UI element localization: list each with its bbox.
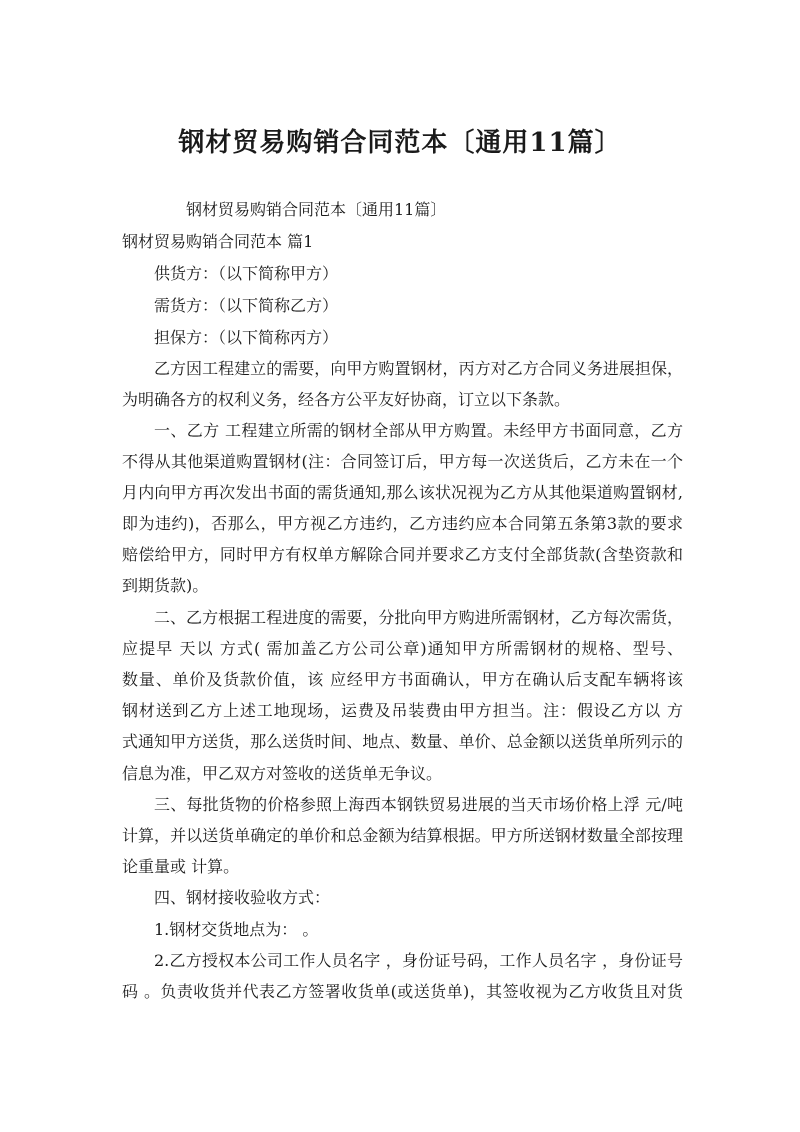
paragraph-line: 应提早 天以 方式( 需加盖乙方公司公章)通知甲方所需钢材的规格、型号、 <box>122 639 683 658</box>
paragraph-line: 二、乙方根据工程进度的需要，分批向甲方购进所需钢材，乙方每次需货， <box>154 608 683 627</box>
paragraph-line: 计算，并以送货单确定的单价和总金额为结算根据。甲方所送钢材数量全部按理 <box>122 826 683 845</box>
paragraph-line: 三、每批货物的价格参照上海西本钢铁贸易进展的当天市场价格上浮 元/吨 <box>154 795 683 814</box>
paragraph-line: 为明确各方的权利义务，经各方公平友好协商，订立以下条款。 <box>122 390 571 409</box>
paragraph-line: 一、乙方 工程建立所需的钢材全部从甲方购置。未经甲方书面同意，乙方 <box>154 421 683 440</box>
paragraph-line: 论重量或 计算。 <box>122 857 240 876</box>
paragraph-line: 式通知甲方送货，那么送货时间、地点、数量、单价、总金额以送货单所列示的 <box>122 732 683 751</box>
paragraph-line: 到期货款)。 <box>122 576 209 595</box>
party-guarantor: 担保方：（以下简称丙方） <box>154 328 339 347</box>
paragraph-line: 钢材送到乙方上述工地现场，运费及吊装费由甲方担当。注：假设乙方以 方 <box>122 701 683 720</box>
document-title: 钢材贸易购销合同范本〔通用11篇〕 <box>178 128 622 158</box>
paragraph-line: 即为违约)，否那么，甲方视乙方违约，乙方违约应本合同第五条第3款的要求 <box>122 514 683 533</box>
paragraph-line: 乙方因工程建立的需要，向甲方购置钢材，丙方对乙方合同义务进展担保， <box>154 359 683 378</box>
subtitle-line: 钢材贸易购销合同范本〔通用11篇〕 <box>186 200 447 219</box>
section-heading: 钢材贸易购销合同范本 篇1 <box>122 232 314 251</box>
party-buyer: 需货方：（以下简称乙方） <box>154 296 339 315</box>
paragraph-line: 不得从其他渠道购置钢材(注：合同签订后，甲方每一次送货后，乙方未在一个 <box>122 452 683 471</box>
paragraph-line: 数量、单价及货款价值，该 应经甲方书面确认，甲方在确认后支配车辆将该 <box>122 670 683 689</box>
paragraph-line: 1.钢材交货地点为： 。 <box>154 920 319 939</box>
paragraph-line: 2.乙方授权本公司工作人员名字 ，身份证号码，工作人员名字 ，身份证号 <box>154 951 683 970</box>
party-supplier: 供货方：（以下简称甲方） <box>154 264 339 283</box>
paragraph-line: 码 。负责收货并代表乙方签署收货单(或送货单)，其签收视为乙方收货且对货 <box>122 982 683 1001</box>
paragraph-line: 月内向甲方再次发出书面的需货通知,那么该状况视为乙方从其他渠道购置钢材, <box>122 483 683 502</box>
section-heading: 四、钢材接收验收方式： <box>154 888 331 907</box>
paragraph-line: 信息为准，甲乙双方对签收的送货单无争议。 <box>122 764 443 783</box>
paragraph-line: 赔偿给甲方，同时甲方有权单方解除合同并要求乙方支付全部货款(含垫资款和 <box>122 545 683 564</box>
